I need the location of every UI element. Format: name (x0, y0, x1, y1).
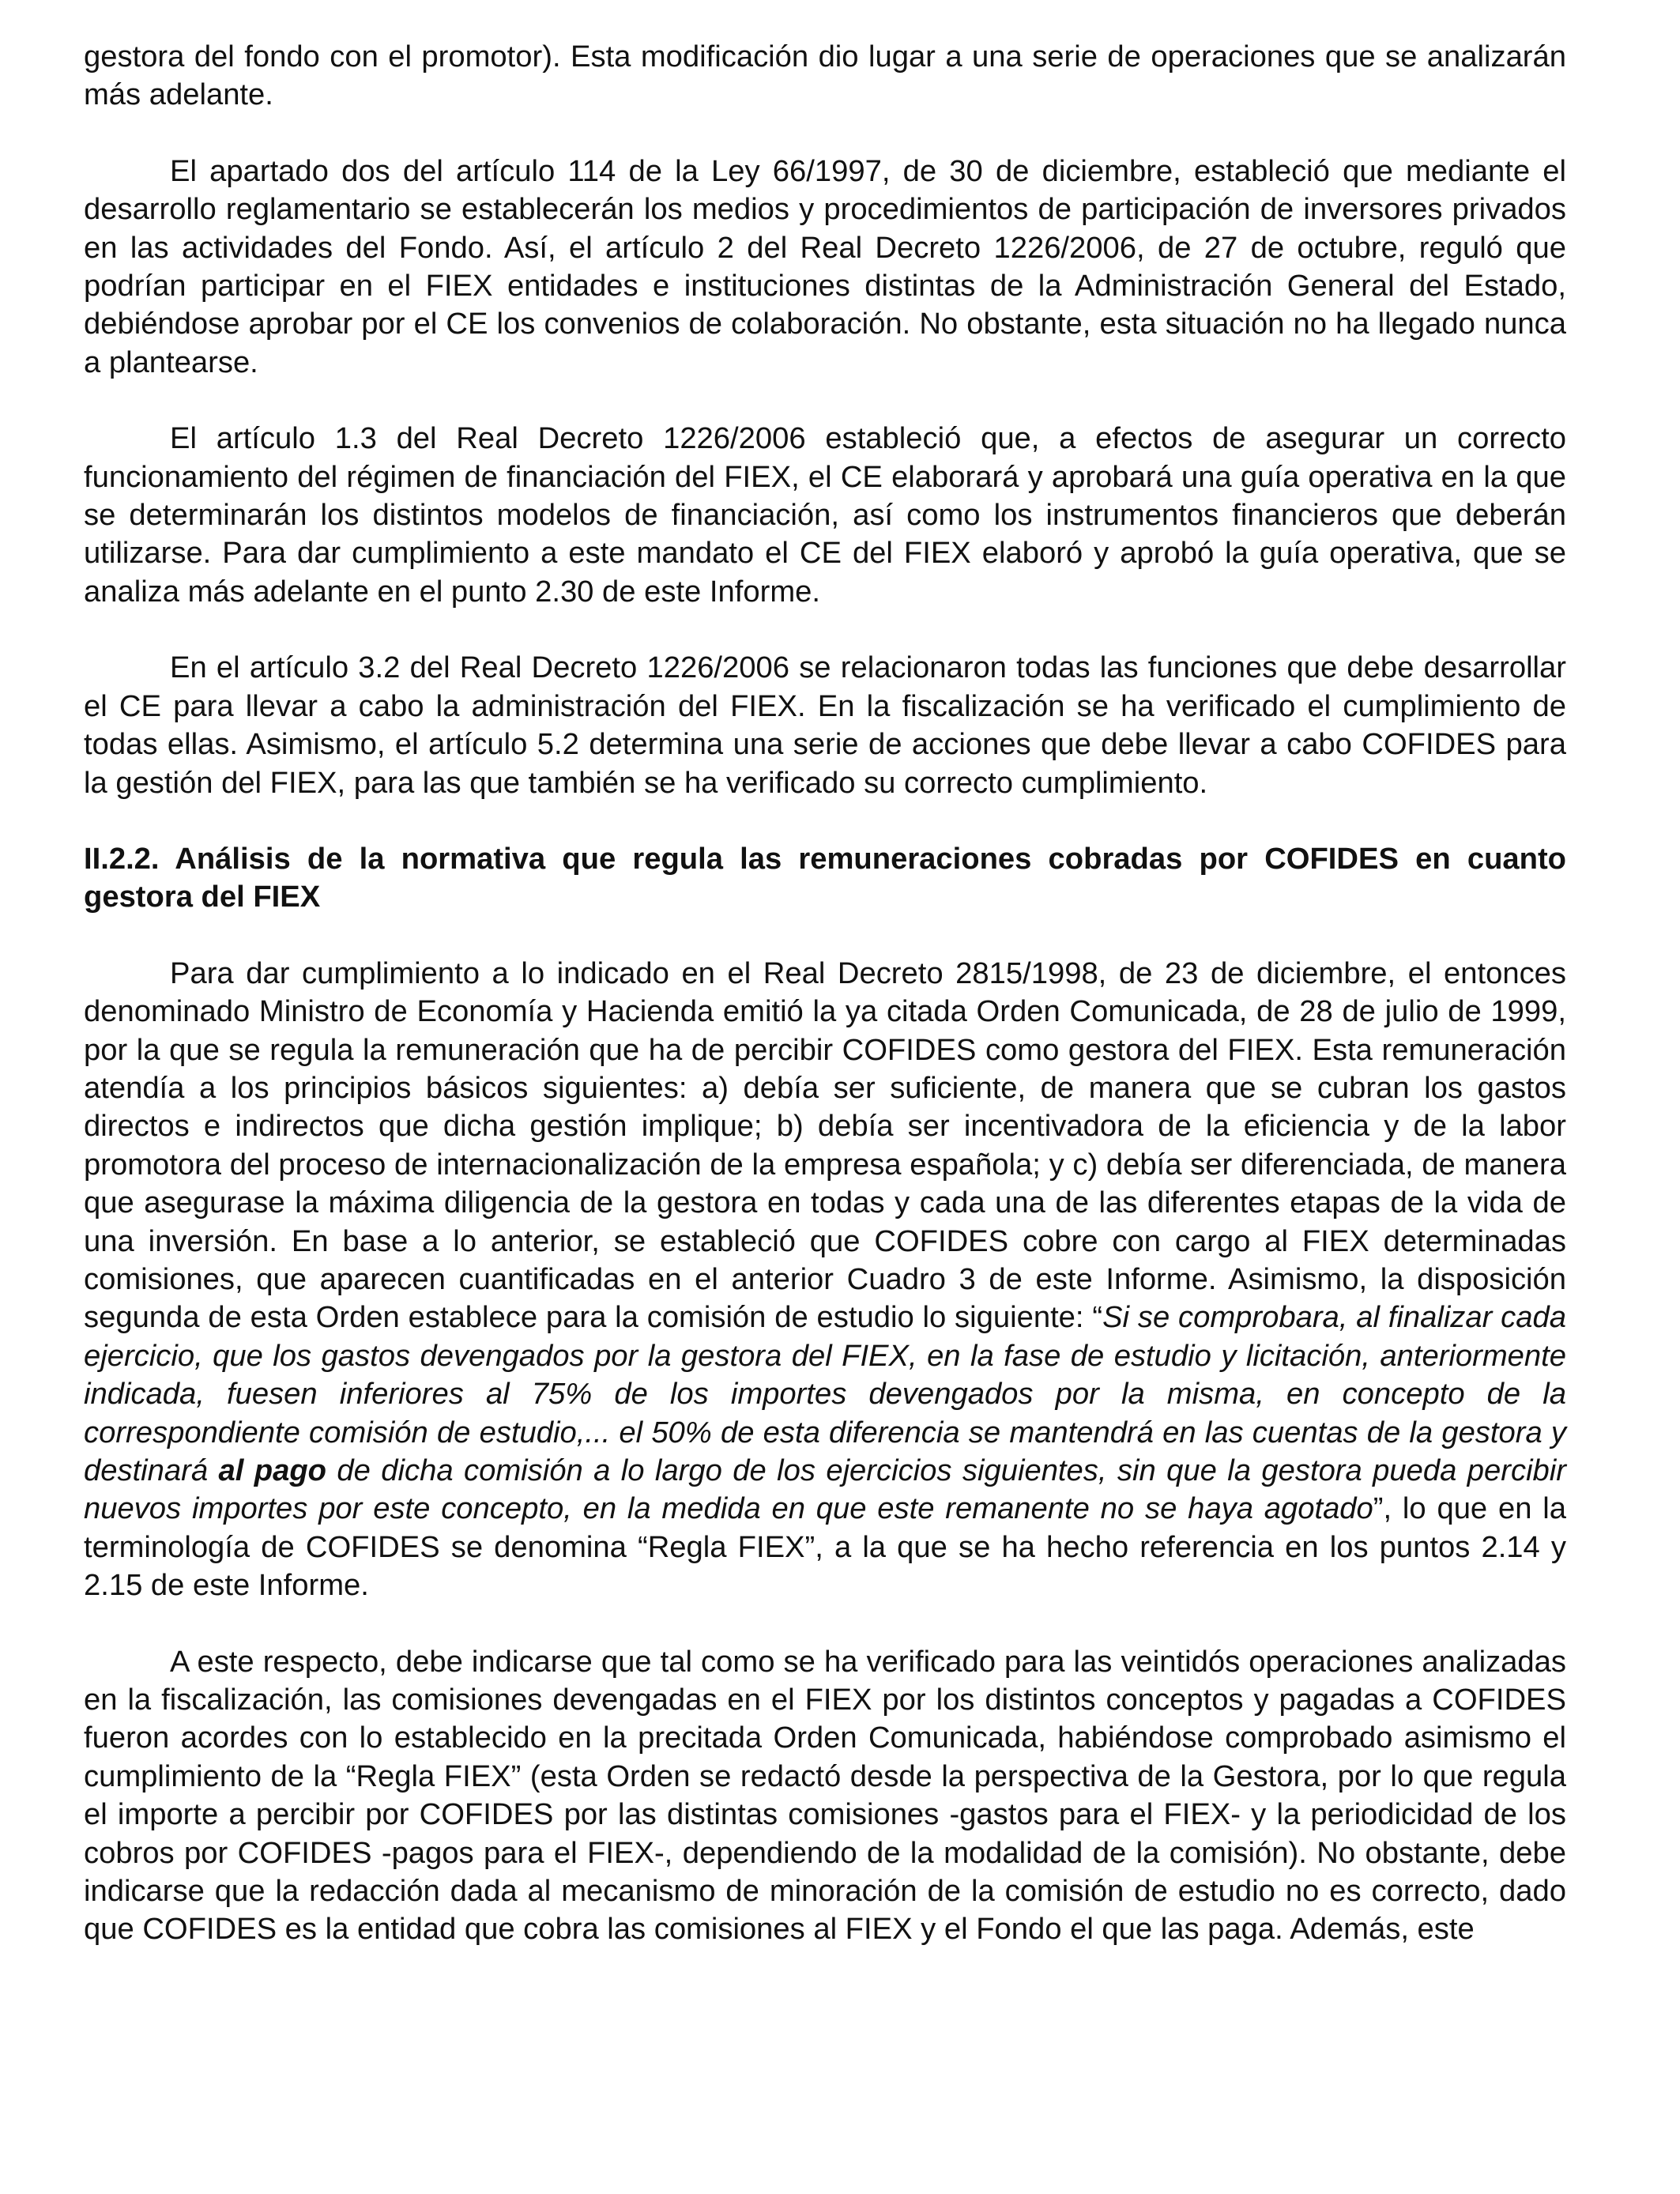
section-heading: II.2.2. Análisis de la normativa que regula las remuneraciones cobradas por COFIDES en cuanto gestora del FIEX (84, 841, 1566, 914)
paragraph-intro-text: Para dar cumplimiento a lo indicado en el Real Decreto 2815/1998, de 23 de diciembre, el entonces denominado Ministro de Economía y Hacienda emitió la ya citada Orden Comunicada, de 28 de julio de 1999, por la que se regula la remuneración que ha de percibir COFIDES como gestora del FIEX. Esta remuneración atendía a los principios básicos siguientes: a) debía ser suficiente, de manera que se cubran los gastos directos e indirectos que dicha gestión implique; b) debía ser incentivadora de la eficiencia y de la labor promotora del proceso de internacionalización de la empresa española; y c) debía ser diferenciada, de manera que asegurase la máxima diligencia de la gestora en todas y cada una de las diferentes etapas de la vida de una inversión. En base a lo anterior, se estableció que COFIDES cobre con cargo al FIEX determinadas comisiones, que aparecen cuantificadas en el anterior Cuadro 3 de este Informe. Asimismo, la disposición segunda de esta Orden establece para la comisión de estudio lo siguiente: “ (84, 956, 1566, 1335)
paragraph-outro-text: ”, lo que en la terminología de COFIDES se denomina “Regla FIEX”, a la que se ha hecho referencia en los puntos 2.14 y 2.15 de este Informe. (84, 1491, 1566, 1603)
quote-bold-text: al pago (218, 1453, 326, 1487)
paragraph-articulo-3-2: En el artículo 3.2 del Real Decreto 1226/2006 se relacionaron todas las funciones que debe desarrollar el CE para llevar a cabo la administración del FIEX. En la fiscalización se ha verificado el cumplimiento de todas ellas. Asimismo, el artículo 5.2 determina una serie de acciones que debe llevar a cabo COFIDES para la gestión del FIEX, para las que también se ha verificado su correcto cumplimiento. (84, 650, 1566, 800)
paragraph-gap (84, 611, 1566, 649)
paragraph-continuation: gestora del fondo con el promotor). Esta modificación dio lugar a una serie de operaciones que se analizarán más adelante. (84, 40, 1566, 112)
quote-text-part-1: Si se comprobara, al finalizar cada ejercicio, que los gastos devengados por la gestora del FIEX, en la fase de estudio y licitación, anteriormente indicada, fuesen inferiores al 75% de los importes devengados por la misma, en concepto de la correspondiente comisión de estudio,... el 50% de esta diferencia se mantendrá en las cuentas de la gestora y destinará (84, 1300, 1566, 1487)
paragraph-ley-66-1997: El apartado dos del artículo 114 de la Ley 66/1997, de 30 de diciembre, estableció que mediante el desarrollo reglamentario se establecerán los medios y procedimientos de participación de inversores privados en las actividades del Fondo. Así, el artículo 2 del Real Decreto 1226/2006, de 27 de octubre, reguló que podrían participar en el FIEX entidades e instituciones distintas de la Administración General del Estado, debiéndose aprobar por el CE los convenios de colaboración. No obstante, esta situación no ha llegado nunca a plantearse. (84, 153, 1566, 379)
paragraph-gap (84, 917, 1566, 955)
paragraph-orden-comunicada (84, 955, 1566, 1605)
paragraph-gap (84, 1605, 1566, 1643)
document-page (84, 38, 1566, 1949)
quote-text-part-2: de dicha comisión a lo largo de los ejercicios siguientes, sin que la gestora pueda percibir nuevos importes por este concepto, en la medida en que este remanente no se haya agotado (84, 1453, 1566, 1526)
paragraph-articulo-1-3: El artículo 1.3 del Real Decreto 1226/2006 estableció que, a efectos de asegurar un correcto funcionamiento del régimen de financiación del FIEX, el CE elaborará y aprobará una guía operativa en la que se determinarán los distintos modelos de financiación, así como los instrumentos financieros que deberán utilizarse. Para dar cumplimiento a este mandato el CE del FIEX elaboró y aprobó la guía operativa, que se analiza más adelante en el punto 2.30 de este Informe. (84, 421, 1566, 609)
paragraph-gap (84, 382, 1566, 420)
paragraph-gap (84, 802, 1566, 840)
paragraph-gap (84, 115, 1566, 153)
paragraph-a-este-respecto: A este respecto, debe indicarse que tal como se ha verificado para las veintidós operaciones analizadas en la fiscalización, las comisiones devengadas en el FIEX por los distintos conceptos y pagadas a COFIDES fueron acordes con lo establecido en la precitada Orden Comunicada, habiéndose comprobado asimismo el cumplimiento de la “Regla FIEX” (esta Orden se redactó desde la perspectiva de la Gestora, por lo que regula el importe a percibir por COFIDES por las distintas comisiones -gastos para el FIEX- y la periodicidad de los cobros por COFIDES -pagos para el FIEX-, dependiendo de la modalidad de la comisión). No obstante, debe indicarse que la redacción dada al mecanismo de minoración de la comisión de estudio no es correcto, dado que COFIDES es la entidad que cobra las comisiones al FIEX y el Fondo el que las paga. Además, este (84, 1644, 1566, 1947)
